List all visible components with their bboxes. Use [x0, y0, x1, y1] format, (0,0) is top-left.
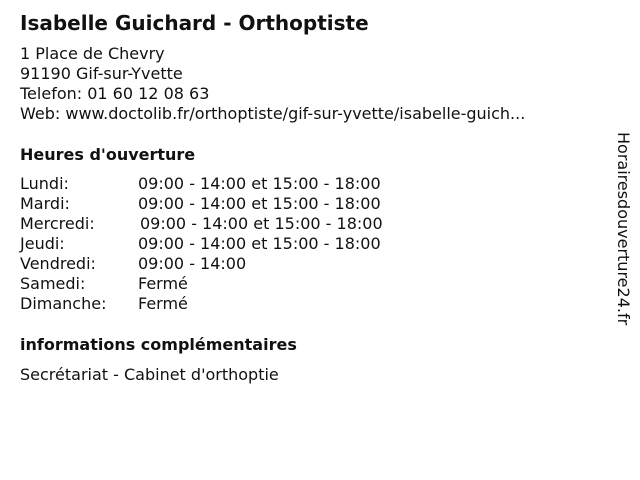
day-label: Jeudi: — [20, 234, 65, 253]
address-block — [20, 44, 525, 124]
time-value: 09:00 - 14:00 et 15:00 - 18:00 — [138, 194, 381, 213]
time-value: 09:00 - 14:00 et 15:00 - 18:00 — [138, 174, 381, 193]
day-label: Dimanche: — [20, 294, 107, 313]
day-label: Lundi: — [20, 174, 69, 193]
day-label: Samedi: — [20, 274, 86, 293]
time-value: Fermé — [138, 274, 188, 293]
site-watermark: Horairesdouverture24.fr — [614, 132, 633, 326]
day-label: Vendredi: — [20, 254, 96, 273]
additional-info-text: Secrétariat - Cabinet d'orthoptie — [20, 365, 279, 384]
website-link[interactable]: Web: www.doctolib.fr/orthoptiste/gif-sur-yvette/isabelle-guich... — [20, 104, 526, 123]
phone-number[interactable]: Telefon: 01 60 12 08 63 — [20, 84, 210, 103]
time-value: Fermé — [138, 294, 188, 313]
additional-info-heading: informations complémentaires — [20, 335, 297, 354]
day-label: Mardi: — [20, 194, 70, 213]
time-value: 09:00 - 14:00 et 15:00 - 18:00 — [140, 214, 383, 233]
day-label: Mercredi: — [20, 214, 95, 233]
city-postal: 91190 Gif-sur-Yvette — [20, 64, 183, 83]
page-title: Isabelle Guichard - Orthoptiste — [20, 11, 369, 35]
street-address: 1 Place de Chevry — [20, 44, 165, 63]
opening-hours-heading: Heures d'ouverture — [20, 145, 196, 164]
time-value: 09:00 - 14:00 — [138, 254, 247, 273]
time-value: 09:00 - 14:00 et 15:00 - 18:00 — [138, 234, 381, 253]
